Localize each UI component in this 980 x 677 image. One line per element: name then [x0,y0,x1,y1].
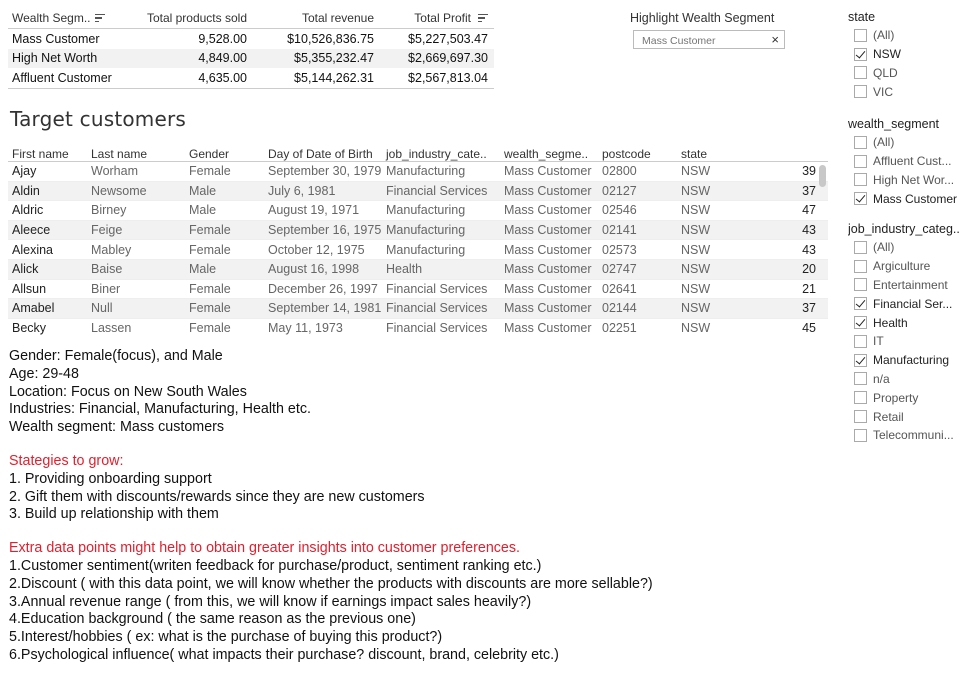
table-cell: Worham [91,164,139,179]
table-cell: Mass Customer [504,262,592,277]
customer-table-header [8,144,828,162]
table-cell: Financial Services [386,301,488,316]
table-row[interactable] [8,201,828,221]
table-cell: 02641 [602,281,637,296]
checkbox-icon[interactable] [854,429,867,442]
note-line: 1. Providing onboarding support [9,470,212,487]
filter-option[interactable] [848,313,978,332]
filter-option[interactable] [848,45,978,64]
table-scrollbar[interactable] [818,163,828,335]
table-cell: Manufacturing [386,164,466,179]
filter-option-label: Argiculture [873,259,931,274]
filter-option[interactable] [848,171,978,190]
table-cell: Female [189,321,231,335]
highlight-search[interactable] [633,30,785,49]
note-line: Age: 29-48 [9,365,79,382]
filter-title: wealth_segment [848,117,940,131]
table-row[interactable] [8,162,828,182]
filter-option-label: High Net Wor... [873,172,955,187]
checkbox-icon[interactable] [854,391,867,404]
table-cell: Aleece [12,223,51,238]
note-line: Industries: Financial, Manufacturing, Health etc. [9,401,311,418]
filter-option-label: (All) [873,135,895,150]
note-line: 4.Education background ( the same reason as the previous one) [9,611,416,628]
filter-option[interactable] [848,407,978,426]
checkbox-checked-icon[interactable] [854,316,867,329]
note-line: 3.Annual revenue range ( from this, we will know if earnings impact sales heavily?) [9,593,532,610]
highlight-input[interactable] [634,33,762,50]
table-cell: Female [189,223,231,238]
col-postcode[interactable]: postcode [602,147,651,161]
checkbox-icon[interactable] [854,155,867,168]
summary-header-products[interactable]: Total products sold [146,11,247,25]
table-cell: Manufacturing [386,223,466,238]
checkbox-icon[interactable] [854,278,867,291]
notes [9,348,653,665]
table-cell: Health [386,262,423,277]
filter-group [848,220,978,445]
sort-icon[interactable] [95,14,105,23]
table-cell: Alexina [12,242,53,257]
table-cell: Baise [91,262,123,277]
table-cell: September 16, 1975 [268,223,382,238]
table-cell: Mass Customer [504,183,592,198]
table-cell: NSW [681,262,711,277]
table-row[interactable] [8,260,828,280]
table-cell: 37 [802,183,816,198]
table-cell: Mass Customer [504,242,592,257]
table-cell: Alick [12,262,39,277]
table-cell: May 11, 1973 [268,321,343,335]
filter-option[interactable] [848,370,978,389]
col-gender[interactable]: Gender [189,147,230,161]
filter-option-label: (All) [873,28,895,43]
table-cell: 02546 [602,203,637,218]
note-line: Location: Focus on New South Wales [9,383,247,400]
filter-option-label: (All) [873,240,895,255]
table-cell: 02747 [602,262,637,277]
extra-heading: Extra data points might help to obtain greater insights into customer preferences. [9,540,520,557]
col-state[interactable]: state [681,147,708,161]
table-cell: Female [189,164,231,179]
checkbox-icon[interactable] [854,335,867,348]
table-cell: Mass Customer [504,223,592,238]
checkbox-icon[interactable] [854,410,867,423]
table-cell: Aldin [12,183,40,198]
table-cell: September 30, 1979 [268,164,382,179]
filter-option[interactable] [848,26,978,45]
table-cell: Mass Customer [504,281,592,296]
filter-option[interactable] [848,238,978,257]
table-cell: 43 [802,223,816,238]
filter-option-label: Retail [873,409,904,424]
sort-icon[interactable] [478,14,488,23]
note-line: Gender: Female(focus), and Male [9,348,223,364]
checkbox-icon[interactable] [854,66,867,79]
summary-row[interactable]: High Net Worth 4,849.00 $5,355,232.47 $2,669,697.30 [8,49,494,69]
table-cell: 02800 [602,164,637,179]
table-cell: Mabley [91,242,132,257]
checkbox-icon[interactable] [854,173,867,186]
table-cell: Lassen [91,321,132,335]
checkbox-checked-icon[interactable] [854,192,867,205]
filter-option[interactable] [848,426,978,445]
table-cell: 02141 [602,223,637,238]
table-cell: Manufacturing [386,242,466,257]
table-cell: August 16, 1998 [268,262,360,277]
table-cell: Mass Customer [504,164,592,179]
table-cell: Financial Services [386,321,488,335]
table-cell: 02573 [602,242,637,257]
table-cell: Male [189,183,217,198]
table-cell: NSW [681,242,711,257]
filter-group [848,8,978,101]
table-cell: Female [189,242,231,257]
filter-option[interactable] [848,276,978,295]
checkbox-icon[interactable] [854,136,867,149]
filter-option-label: Health [873,315,908,330]
table-cell: Male [189,262,217,277]
table-cell: Biner [91,281,121,296]
table-cell: 20 [802,262,816,277]
strategies-heading: Stategies to grow: [9,452,124,469]
col-wealth[interactable]: wealth_segme.. [504,147,589,161]
filter-option[interactable] [848,257,978,276]
table-cell: Manufacturing [386,203,466,218]
filter-option-label: Financial Ser... [873,296,953,311]
checkbox-icon[interactable] [854,260,867,273]
table-cell: September 14, 1981 [268,301,382,316]
table-cell: October 12, 1975 [268,242,365,257]
clear-icon[interactable]: × [771,32,779,47]
filter-option-label: n/a [873,371,890,386]
filter-option[interactable] [848,64,978,83]
summary-table [8,8,494,89]
filter-option-label: Entertainment [873,277,948,292]
summary-row[interactable]: Mass Customer 9,528.00 $10,526,836.75 $5,227,503.47 [12,31,488,46]
col-industry[interactable]: job_industry_cate.. [386,147,487,161]
checkbox-icon[interactable] [854,372,867,385]
table-cell: Feige [91,223,123,238]
note-line: Wealth segment: Mass customers [9,419,225,436]
filter-option[interactable] [848,388,978,407]
filter-option[interactable] [848,351,978,370]
scrollbar-thumb[interactable] [819,165,826,187]
filter-option[interactable] [848,189,978,208]
table-cell: 45 [802,321,816,335]
summary-header-segment[interactable]: Wealth Segm.. [8,11,114,25]
table-cell: NSW [681,164,711,179]
summary-header-revenue[interactable]: Total revenue [301,11,374,25]
checkbox-icon[interactable] [854,85,867,98]
filter-option-label: NSW [873,47,901,62]
filter-option-label: VIC [873,84,894,99]
table-cell: August 19, 1971 [268,203,360,218]
table-cell: 02251 [602,321,637,335]
table-cell: NSW [681,183,711,198]
table-row[interactable] [8,182,828,202]
summary-header-profit[interactable]: Total Profit [374,11,490,25]
note-line: 5.Interest/hobbies ( ex: what is the purchase of buying this product?) [9,629,443,646]
checkbox-checked-icon[interactable] [854,354,867,367]
table-cell: Male [189,203,217,218]
table-row[interactable] [8,299,828,319]
checkbox-checked-icon[interactable] [854,48,867,61]
table-cell: Amabel [12,301,55,316]
table-cell: NSW [681,203,711,218]
page-title: Target customers [10,107,187,131]
filter-option-label: Mass Customer [873,191,958,206]
filter-option-label: Property [873,390,919,405]
table-cell: December 26, 1997 [268,281,378,296]
filter-option[interactable] [848,294,978,313]
table-cell: Mass Customer [504,203,592,218]
filter-option-label: Manufacturing [873,353,950,368]
note-line: 2. Gift them with discounts/rewards since they are new customers [9,488,425,505]
table-cell: Female [189,301,231,316]
table-cell: Null [91,301,113,316]
highlight-title: Highlight Wealth Segment [630,11,775,25]
table-cell: Mass Customer [504,301,592,316]
table-cell: Financial Services [386,183,488,198]
note-line: 2.Discount ( with this data point, we will know whether the products with discounts are more sellable?) [9,575,653,592]
table-row[interactable] [8,240,828,260]
table-row[interactable] [8,319,828,335]
checkbox-icon[interactable] [854,29,867,42]
table-cell: 39 [802,164,816,179]
table-cell: Mass Customer [504,321,592,335]
checkbox-icon[interactable] [854,241,867,254]
note-line: 6.Psychological influence( what impacts their purchase? discount, brand, celebrity etc.) [9,646,559,663]
table-cell: NSW [681,301,711,316]
filter-option-label: Affluent Cust... [873,154,952,169]
table-cell: NSW [681,281,711,296]
filter-title: job_industry_categ.. [848,222,960,236]
summary-header [8,8,494,28]
table-cell: 47 [802,203,816,218]
filter-option[interactable] [848,332,978,351]
filter-option-label: Telecommuni... [873,428,954,443]
table-cell: Financial Services [386,281,488,296]
table-cell: July 6, 1981 [268,183,336,198]
table-cell: Birney [91,203,127,218]
checkbox-checked-icon[interactable] [854,297,867,310]
filter-option[interactable] [848,82,978,101]
filter-option-label: IT [873,334,884,349]
filter-option[interactable] [848,152,978,171]
table-cell: 37 [802,301,816,316]
note-line: 1.Customer sentiment(writen feedback for purchase/product, sentiment ranking etc.) [9,557,542,574]
filter-title: state [848,10,876,24]
table-row[interactable] [8,221,828,241]
customer-table [8,144,828,335]
table-cell: Female [189,281,231,296]
table-cell: Ajay [12,164,37,179]
col-dob[interactable]: Day of Date of Birth [268,147,373,161]
table-cell: 43 [802,242,816,257]
note-line: 3. Build up relationship with them [9,506,219,523]
table-row[interactable] [8,280,828,300]
table-cell: 21 [802,281,816,296]
col-last-name[interactable]: Last name [91,147,148,161]
table-cell: 02144 [602,301,637,316]
table-cell: Newsome [91,183,147,198]
summary-row[interactable]: Affluent Customer 4,635.00 $5,144,262.31 $2,567,813.04 [12,70,488,85]
table-cell: Aldric [12,203,44,218]
table-cell: NSW [681,321,711,335]
filter-group [848,115,978,208]
table-cell: Becky [12,321,47,335]
table-cell: 02127 [602,183,637,198]
col-first-name[interactable]: First name [12,147,69,161]
filter-option-label: QLD [873,65,898,80]
table-cell: Allsun [12,281,47,296]
filter-option[interactable] [848,133,978,152]
table-cell: NSW [681,223,711,238]
